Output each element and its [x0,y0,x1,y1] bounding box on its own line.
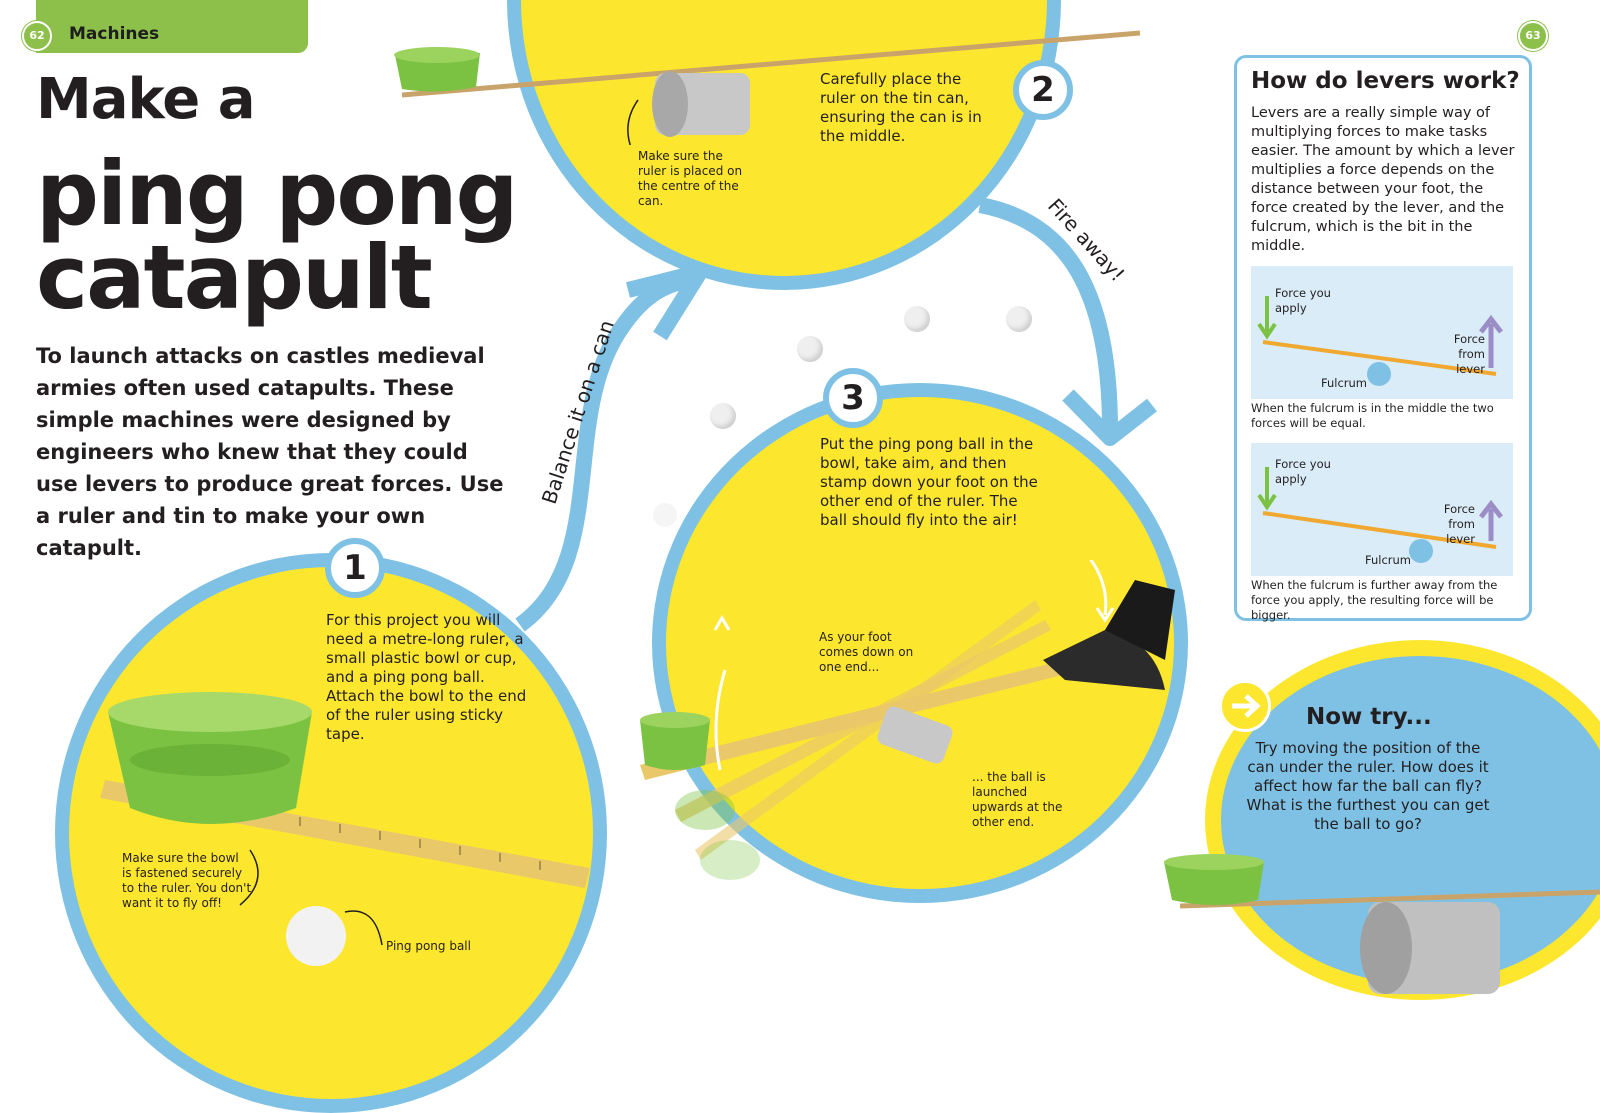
intro-text: To launch attacks on castles medieval armies often used catapults. These simple machines were designed by engineers who knew that they could use levers to produce great forces. Use a ruler and tin to make your own catapult. [36,344,504,560]
step-3-foot-note: As your foot comes down on one end... [819,630,914,674]
tin-can-end [1360,902,1412,994]
fulcrum-label: Fulcrum [1321,376,1368,390]
step-1-text: For this project you will need a metre-long ruler, a small plastic bowl or cup, and a ping pong ball. Attach the bowl to the end of the ruler using sticky tape. [326,611,527,743]
ping-pong-ball [904,306,930,332]
now-try-illustration [1160,850,1600,1023]
step-3-text: Put the ping pong ball in the bowl, take aim, and then stamp down your foot on the other end of the ruler. The ball should fly into the air! [820,435,1038,529]
diagram-2-caption: When the fulcrum is further away from the force you apply, the resulting force will be bigger. [1251,578,1498,622]
fulcrum-label: Fulcrum [1365,553,1412,567]
step-2-note: Make sure the ruler is placed on the centre of the can. [638,149,743,208]
fire-arrow-label: Fire away! [1043,193,1130,287]
tin-can-icon [875,704,954,766]
info-body: Levers are a really simple way of multiplying forces to make tasks easier. The amount by which a lever multiplies a force depends on the distance between your foot, the force created by the lever, and the fulcrum, which is the bit in the middle. [1251,105,1515,254]
ping-pong-ball [653,503,677,527]
info-title: How do levers work? [1251,68,1520,94]
diagram-1-caption: When the fulcrum is in the middle the two forces will be equal. [1251,401,1494,430]
pointer-line [345,911,382,945]
balance-arrow-label: Balance it on a can [536,317,619,507]
force-apply-label: Force you apply [1275,286,1331,315]
page-number-left: 62 [22,21,52,51]
step-1-ball-note: Ping pong ball [386,939,471,953]
tin-can-end [652,71,688,137]
step-1-number: 1 [325,538,385,598]
up-arrow-head [715,618,729,630]
ping-pong-ball-icon [286,906,346,966]
ping-pong-ball [797,336,823,362]
step-2-text: Carefully place the ruler on the tin can, ensuring the can is in the middle. [820,70,982,145]
step-1-bowl-note: Make sure the bowl is fastened securely to the ruler. You don't want it to fly off! [122,851,252,910]
step-3-number: 3 [823,368,883,428]
lever-diagram-2 [1251,443,1513,576]
force-lever-label: Force from lever [1443,502,1475,546]
section-label: Machines [69,24,160,44]
page-title-line-2: ping pong [36,142,517,245]
ping-pong-ball [710,403,736,429]
now-try-title: Now try... [1306,704,1432,730]
bowl-ghost [700,840,760,880]
now-try-body: Try moving the position of the can under the ruler. How does it affect how far the ball can fly? What is the furthest you can get the ball to go? [1246,739,1490,833]
pointer-line [628,100,638,145]
force-lever-label: Force from lever [1453,332,1485,376]
down-arrow-icon [1083,560,1106,615]
bowl-rim [108,692,312,732]
page-title-line-3: catapult [36,226,431,329]
arrow-right-icon [1219,680,1271,732]
page-title-line-1: Make a [36,67,255,132]
step-2-number: 2 [1013,60,1073,120]
bowl-rim [394,47,480,63]
ping-pong-ball [1006,306,1032,332]
bowl-inner [130,744,290,776]
bowl-ghost [675,790,735,830]
step-3-ball-note: ... the ball is launched upwards at the other end. [972,770,1063,829]
lever-diagram-1 [1251,266,1513,399]
step-3-illustration [635,560,1175,900]
bowl-rim [640,712,710,728]
fulcrum-icon [1367,362,1391,386]
bowl-rim [1164,854,1264,870]
page-number-right: 63 [1518,21,1548,51]
force-apply-label: Force you apply [1275,457,1331,486]
